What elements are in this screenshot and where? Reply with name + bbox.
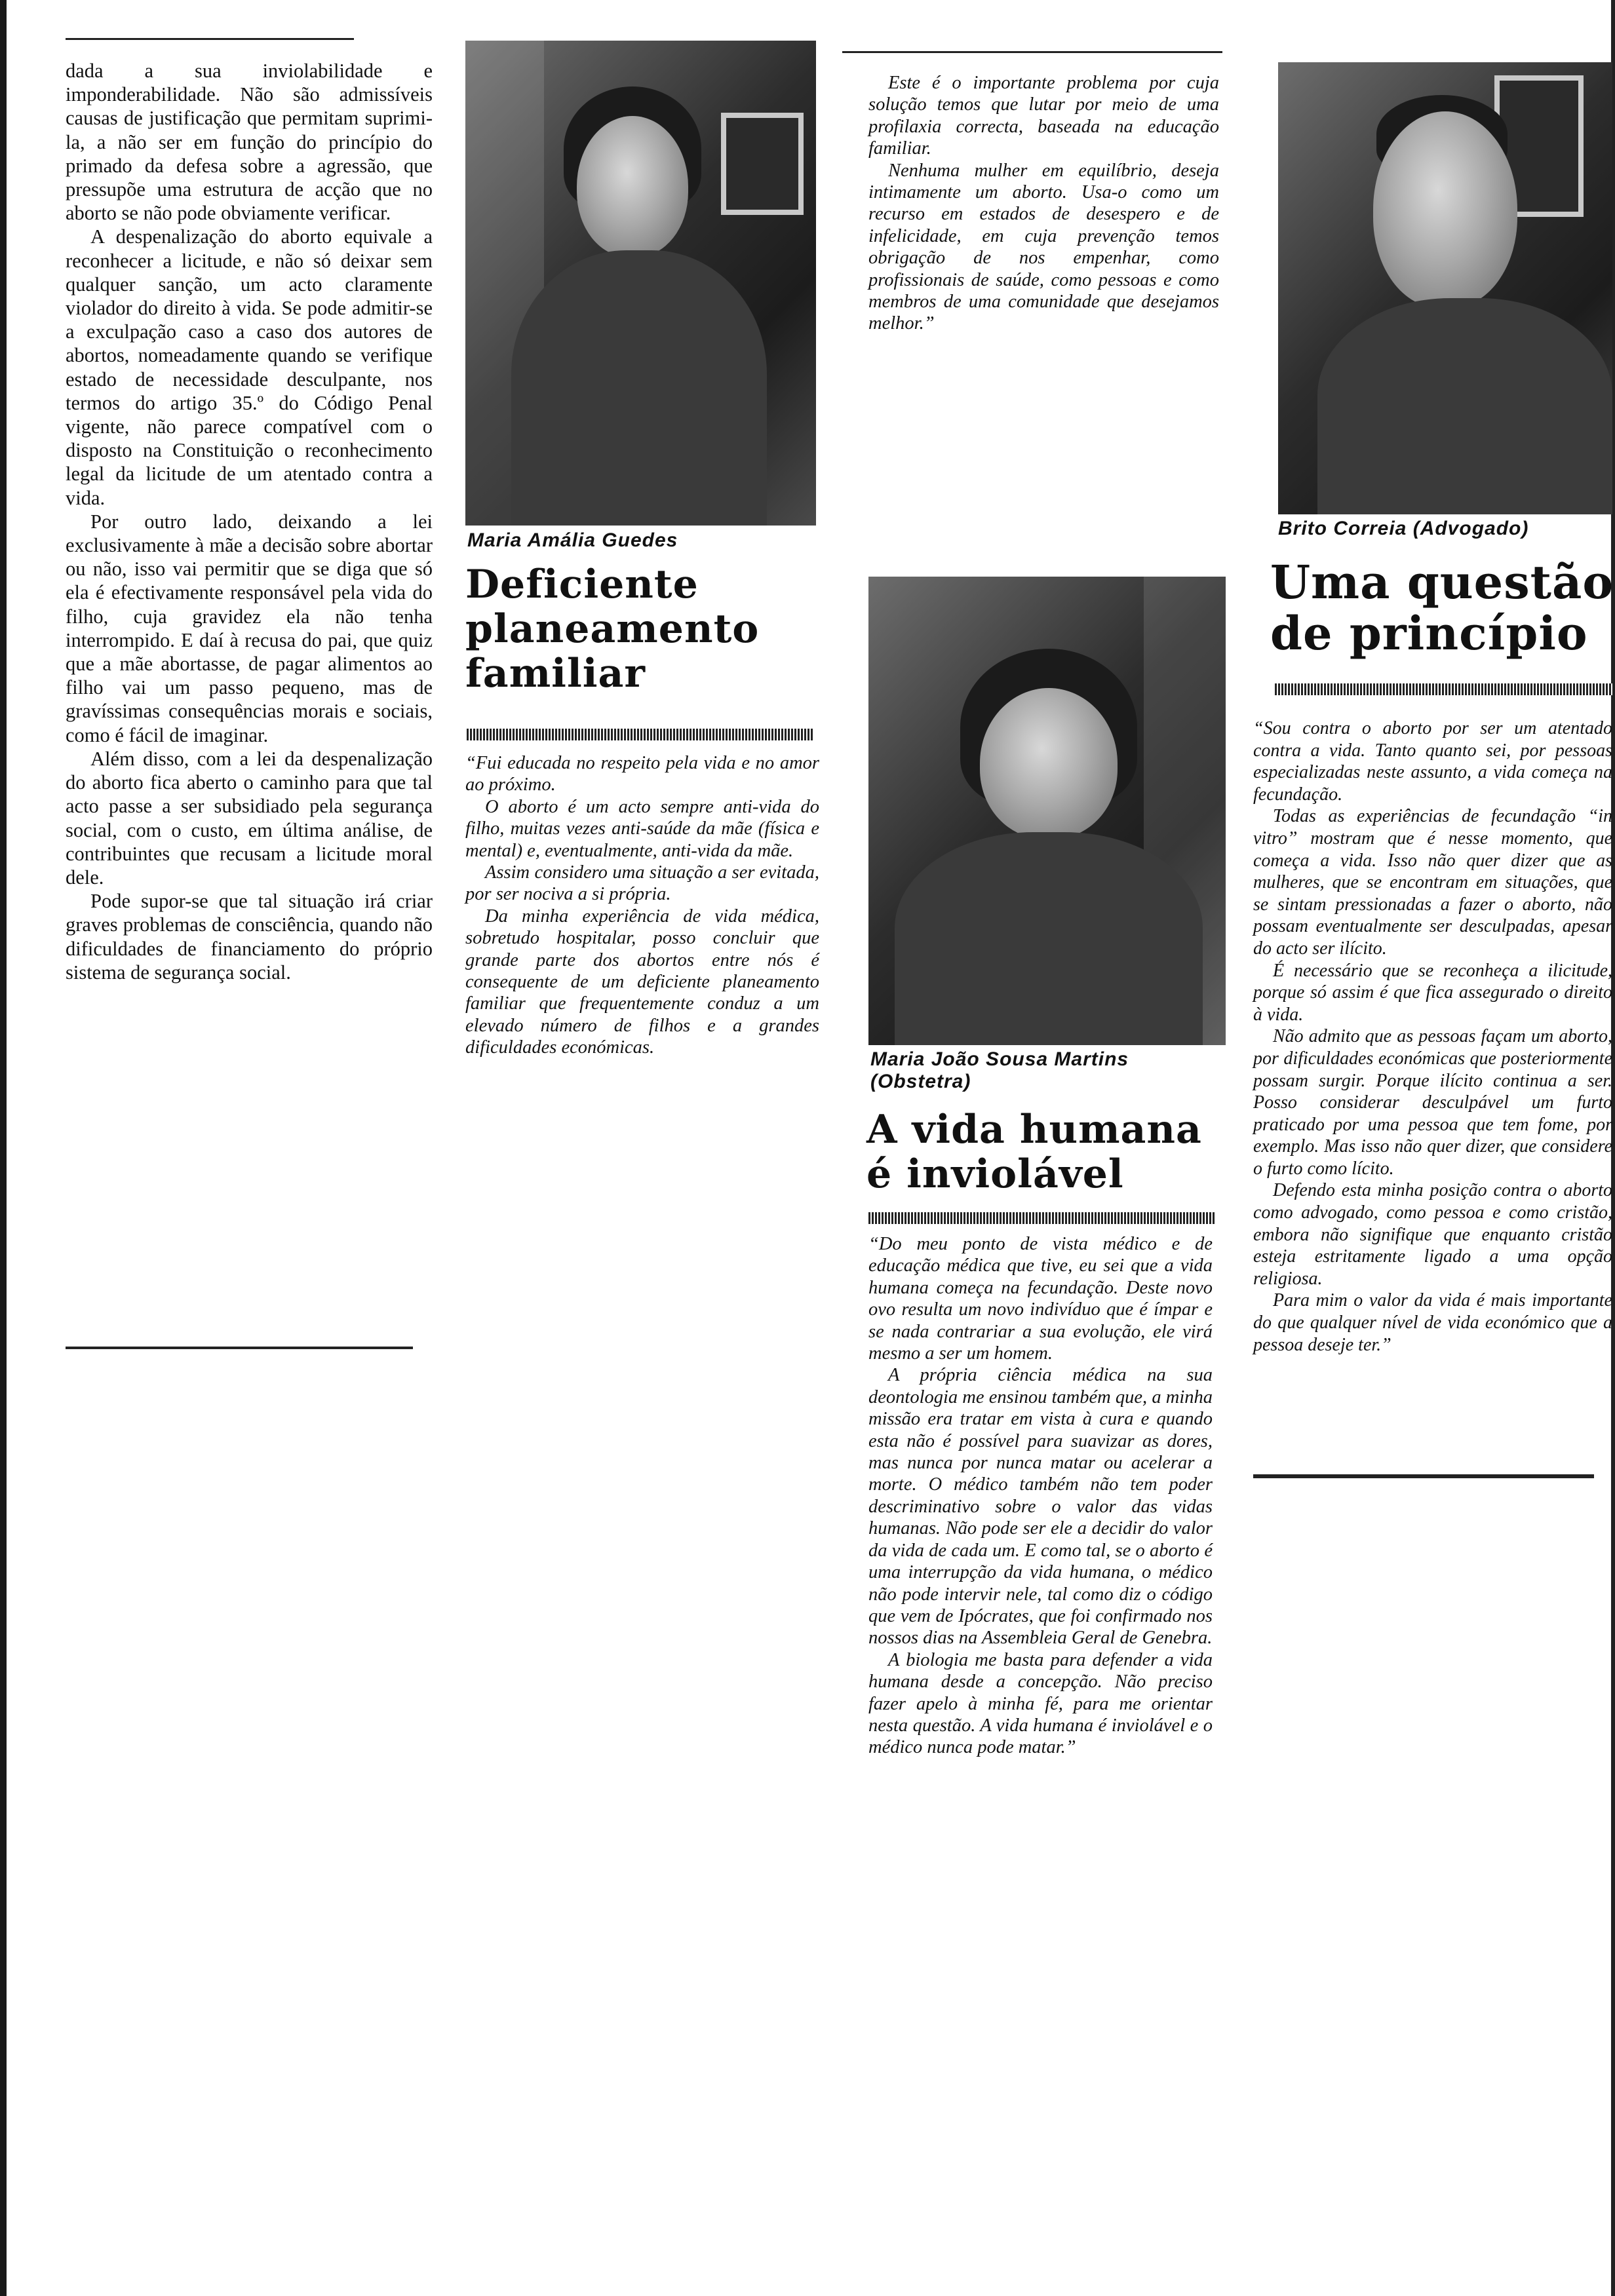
portrait-body <box>1317 298 1612 514</box>
column-top-rule <box>842 51 1222 53</box>
headline-line: é inviolável <box>866 1151 1124 1197</box>
picture-frame <box>721 113 804 215</box>
article-paragraph: Por outro lado, deixando a lei exclusivamente à mãe a decisão sobre abortar ou não, isso vai permitir que se diga que só ela é efectivamente responsável pela vida do filho, cuja gravidez ela não tenha interrompido. E daí à recusa do pai, que quiz que a mãe abortasse, de pagar alimentos ao filho vai um passo pequeno, mas de gravíssimas consequências morais e sociais, como é fácil de imaginar. <box>66 510 433 746</box>
quote-paragraph: O aborto é um acto sempre anti-vida do filho, muitas vezes anti-saúde da mãe (física e mental) e, eventualmente, anti-vida da mãe. <box>465 796 819 861</box>
quote-paragraph: A própria ciência médica na sua deontologia me ensinou também que, a minha missão era tratar em vista à cura e quando esta não é possível para suavizar as dores, mas nunca por nunca matar ou acelerar a morte. O médico também não tem poder descriminativo sobre o valor das vidas humanas. Não pode ser ele a decidir do valor da vida de cada um. E como tal, se o aborto é uma interrupção da vida humana, o médico não pode intervir nele, tal como diz o código que vem de Ipócrates, que foi confirmado nos nossos dias na Assembleia Geral de Genebra. <box>868 1365 1213 1649</box>
quote-paragraph: Todas as experiências de fecundação “in vitro” mostram que é nesse momento, que começa a vida. Isso não quer dizer que as mulheres, que se encontram em situações, que se sintam pressionadas a fazer o aborto, não possam eventualmente ser desculpadas, apesar do acto ser ilícito. <box>1253 806 1612 959</box>
portrait-face <box>1373 111 1517 308</box>
quote-paragraph: “Do meu ponto de vista médico e de educação médica que tive, eu sei que a vida humana começa na fecundação. Deste novo ovo resulta um novo indivíduo que é ímpar e se nada contrariar a sua evolução, ele virá mesmo a ser um homem. <box>868 1234 1213 1364</box>
headline-rule <box>467 729 814 740</box>
guedes-quote-part1 <box>465 752 819 1059</box>
photo-caption: Maria João Sousa Martins (Obstetra) <box>870 1048 1129 1092</box>
column-end-rule <box>66 1347 413 1349</box>
headline-line: familiar <box>465 651 646 697</box>
portrait-body <box>511 250 767 526</box>
quote-paragraph: Este é o importante problema por cuja solução temos que lutar por meio de uma profilaxia correcta, baseada na educação familiar. <box>868 73 1219 159</box>
headline-line: Deficiente <box>465 562 699 607</box>
headline-martins <box>866 1107 1202 1196</box>
headline-rule <box>868 1212 1216 1224</box>
article-paragraph: Pode supor-se que tal situação irá criar graves problemas de consciência, quando não dificuldades de financiamento do próprio sistema de segurança social. <box>66 890 433 984</box>
correia-quote <box>1253 718 1612 1356</box>
headline-rule <box>1275 683 1612 695</box>
photo-caption: Maria Amália Guedes <box>467 529 678 551</box>
quote-paragraph: Não admito que as pessoas façam um aborto, por dificuldades económicas que posteriormente possam surgir. Porque ilícito continua a ser. Posso considerar desculpável um furto praticado por uma pessoa que tem fome, por exemplo. Mas isso não quer dizer, que considere o furto como lícito. <box>1253 1026 1612 1179</box>
article-paragraph: A despenalização do aborto equivale a reconhecer a licitude, e não só deixar sem qualquer sanção, um acto claramente violador do direito à vida. Se pode admitir-se a exculpação caso a caso dos autores de abortos, nomeadamente quando se verifique estado de necessidade desculpante, nos termos do artigo 35.º do Código Penal vigente, não parece compatível com o disposto na Constituição o reconhecimento legal da licitude de um atentado contra a vida. <box>66 225 433 509</box>
scan-left-border <box>0 0 7 2296</box>
left-article-column <box>66 59 433 984</box>
quote-paragraph: “Fui educada no respeito pela vida e no amor ao próximo. <box>465 753 819 795</box>
photo-brito-correia <box>1278 62 1612 514</box>
column-top-rule <box>66 38 354 40</box>
portrait-face <box>980 688 1118 839</box>
article-paragraph: dada a sua inviolabilidade e imponderabilidade. Não são admissíveis causas de justificação que permitam suprimi-la, a não ser em função do princípio do primado da defesa sobre a agressão, que pressupõe uma estrutura de acção que no aborto se não pode obviamente verificar. <box>66 60 433 225</box>
quote-paragraph: Defendo esta minha posição contra o aborto como advogado, como pessoa e como cristão, embora não signifique que enquanto cristão esteja estritamente ligado a uma opção religiosa. <box>1253 1180 1612 1289</box>
quote-paragraph: Para mim o valor da vida é mais importante do que qualquer nível de vida económico que a pessoa deseje ter.” <box>1253 1290 1612 1355</box>
guedes-quote-part2 <box>868 72 1219 335</box>
quote-paragraph: É necessário que se reconheça a ilicitude, porque só assim é que fica assegurado o direito à vida. <box>1253 960 1612 1025</box>
headline-line: A vida humana <box>866 1107 1202 1153</box>
quote-paragraph: Da minha experiência de vida médica, sobretudo hospitalar, posso concluir que grande parte dos abortos entre nós é consequente de um deficiente planeamento familiar que frequentemente conduz a um elevado número de filhos e a grandes dificuldades económicas. <box>465 906 819 1058</box>
quote-paragraph: A biologia me basta para defender a vida humana desde a concepção. Não preciso fazer apelo à minha fé, para me orientar nesta questão. A vida humana é inviolável e o médico nunca pode matar.” <box>868 1649 1213 1758</box>
photo-caption: Brito Correia (Advogado) <box>1278 518 1529 539</box>
headline-line: Uma questão <box>1270 555 1614 609</box>
quote-paragraph: Nenhuma mulher em equilíbrio, deseja intimamente um aborto. Usa-o como um recurso em estados de desespero e de infelicidade, em cuja prevenção temos obrigação de nos empenhar, como profissionais de saúde, como pessoas e como membros de uma comunidade que desejamos melhor.” <box>868 160 1219 334</box>
headline-guedes <box>465 562 759 696</box>
quote-paragraph: “Sou contra o aborto por ser um atentado contra a vida. Tanto quanto sei, por pessoas especializadas neste assunto, a vida começa na fecundação. <box>1253 718 1612 805</box>
portrait-face <box>577 116 688 257</box>
column-end-rule <box>1253 1474 1594 1478</box>
quote-paragraph: Assim considero uma situação a ser evitada, por ser nociva a si própria. <box>465 862 819 905</box>
headline-line: planeamento <box>465 606 760 652</box>
martins-quote <box>868 1233 1213 1759</box>
article-paragraph: Além disso, com a lei da despenalização do aborto fica aberto o caminho para que tal acto passe a ser subsidiado pela segurança social, com o custo, em última análise, de contribuintes que recusam a licitude moral dele. <box>66 747 433 889</box>
photo-maria-amalia-guedes <box>465 41 816 526</box>
photo-maria-joao-sousa-martins <box>868 577 1226 1045</box>
portrait-body <box>895 832 1203 1045</box>
headline-line: de princípio <box>1270 606 1588 660</box>
headline-correia <box>1270 557 1614 659</box>
